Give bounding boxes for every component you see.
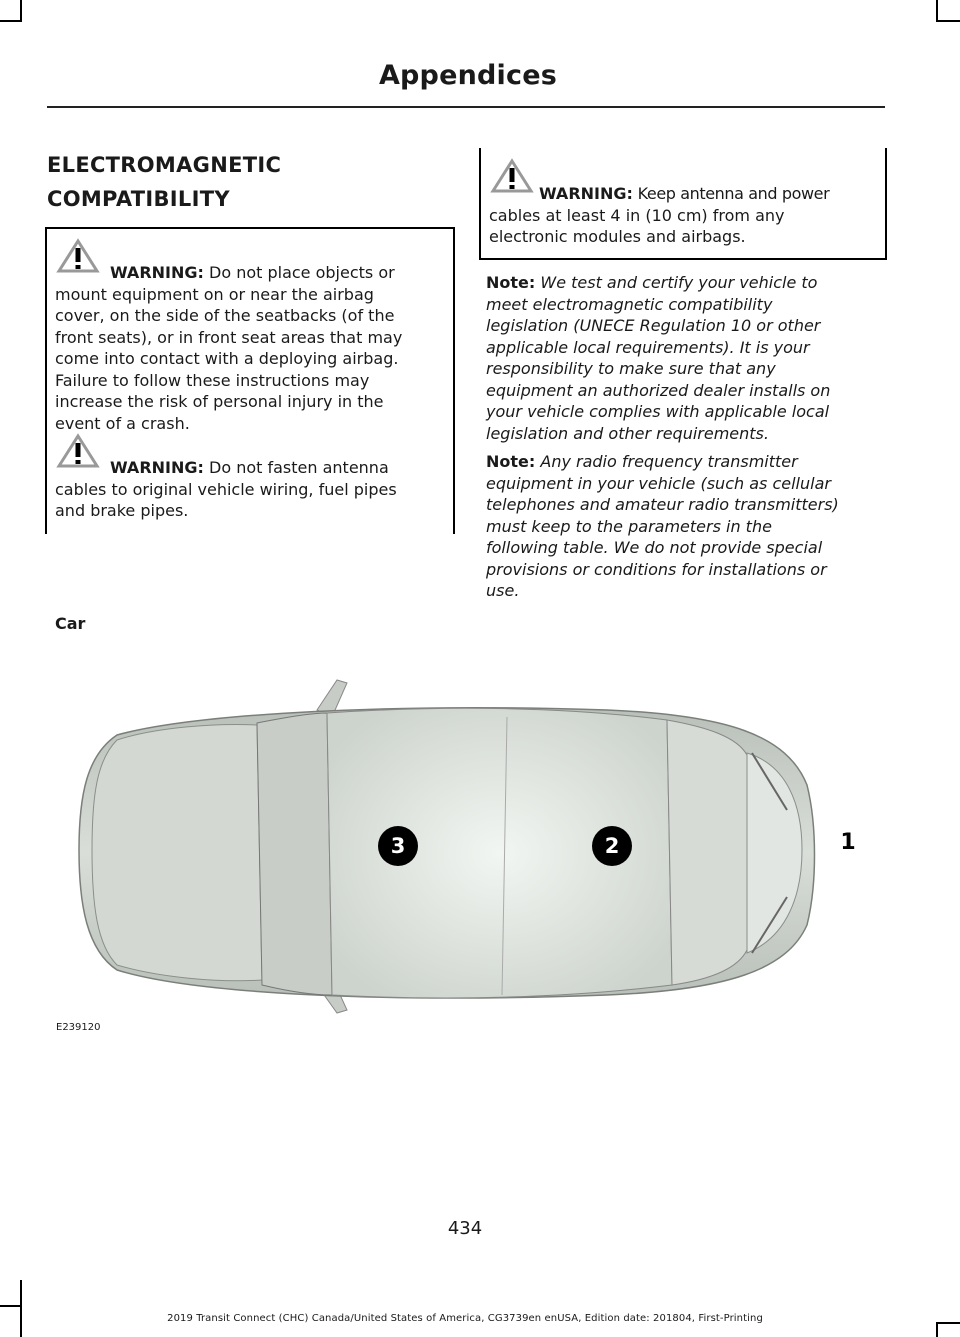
crop-mark: [20, 0, 22, 22]
page-header-title: Appendices: [378, 60, 557, 91]
section-heading: [47, 148, 447, 216]
callout-marker: 3: [378, 826, 418, 866]
warning-text: WARNING: Keep antenna and power cables at least 4 in (10 cm) from any electronic modules and airbags.: [489, 184, 830, 246]
crop-mark: [0, 1305, 22, 1307]
crop-mark: [936, 1322, 960, 1324]
warning-label: WARNING:: [110, 458, 204, 477]
header-rule: [47, 106, 885, 108]
warning-label: WARNING:: [110, 263, 204, 282]
warning-text: WARNING: Do not fasten antenna cables to original vehicle wiring, fuel pipes and brake pipes.: [55, 458, 397, 520]
warning-label: WARNING:: [539, 184, 633, 203]
subheading: Car: [55, 614, 86, 633]
note-label: Note:: [486, 273, 536, 292]
crop-mark: [936, 1322, 938, 1337]
crop-mark: [936, 0, 938, 22]
figure-code: E239120: [56, 1022, 101, 1033]
crop-mark: [20, 1280, 22, 1337]
warning-text: WARNING: Do not place objects or mount equipment on or near the airbag cover, on the side of the seatbacks (of the front seats), or in front seat areas that may come into contact with a deploying airbag. Failure to follow these instructions may increase the risk of personal injury in the event of a crash.: [55, 263, 403, 433]
section-heading-line: ELECTROMAGNETIC: [47, 153, 282, 177]
section-heading-line: COMPATIBILITY: [47, 187, 230, 211]
page-number: 434: [447, 1218, 483, 1239]
car-top-view-illustration: [47, 665, 887, 1045]
callout-marker: 2: [592, 826, 632, 866]
note-paragraph: Note: Any radio frequency transmitter equipment in your vehicle (such as cellular telephones and amateur radio transmitters) must keep to the parameters in the following table. We do not provide special provisions or conditions for installations or use.: [486, 452, 839, 600]
note-label: Note:: [486, 452, 536, 471]
note-paragraph: Note: We test and certify your vehicle to meet electromagnetic compatibility legislation (UNECE Regulation 10 or other applicable local requirements). It is your responsibility to make sure that any equipment an authorized dealer installs on your vehicle complies with applicable local legislation and other requirements.: [486, 273, 831, 443]
page-footer: 2019 Transit Connect (CHC) Canada/United States of America, CG3739en enUSA, Edition date: 201804, First-Printing: [167, 1313, 763, 1324]
callout-marker: 1: [840, 830, 856, 855]
crop-mark: [0, 20, 22, 22]
crop-mark: [936, 20, 960, 22]
